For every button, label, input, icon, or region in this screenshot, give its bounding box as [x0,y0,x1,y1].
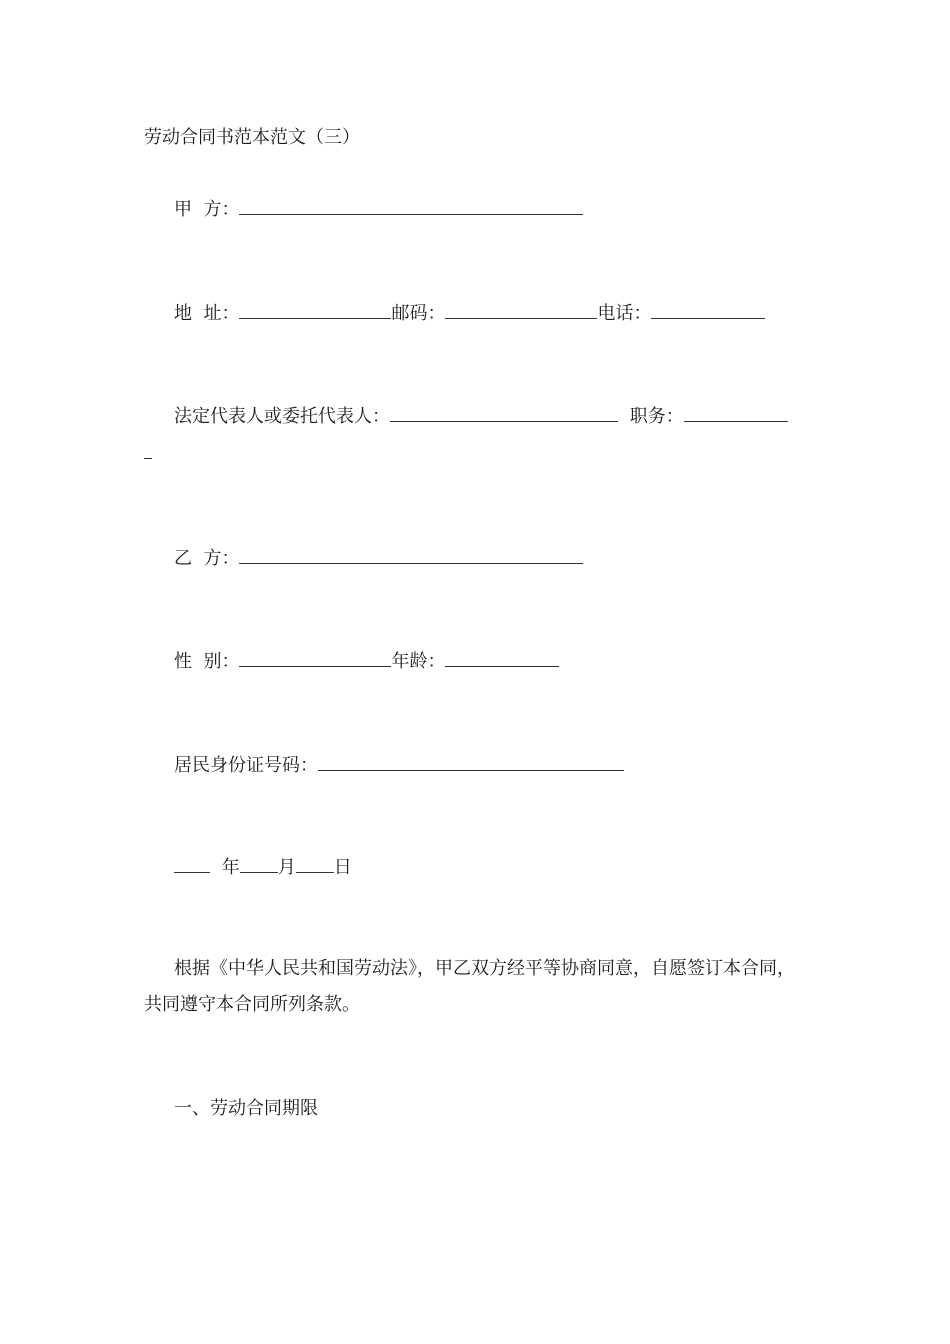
day-blank[interactable] [296,854,334,873]
id-number-label: 居民身份证号码： [174,755,318,776]
phone-blank[interactable] [651,300,765,319]
intro-paragraph: 根据《中华人民共和国劳动法》，甲乙双方经平等协商同意，自愿签订本合同，共同遵守本合同所列条款。 [144,958,795,1015]
gender-blank[interactable] [239,648,391,667]
position-label: 职务： [629,406,684,427]
year-blank[interactable] [174,854,210,873]
age-blank[interactable] [445,648,559,667]
party-b-blank[interactable] [239,545,583,564]
gender-label: 性 别： [174,651,240,672]
date-row [174,854,352,880]
position-blank-continuation [144,458,152,459]
party-a-label: 甲 方： [174,199,240,220]
address-row [174,300,765,326]
age-label: 年龄： [391,651,446,672]
month-label: 月 [277,857,296,878]
month-blank[interactable] [240,854,278,873]
gender-age-row [174,648,559,674]
postcode-blank[interactable] [445,300,597,319]
address-label: 地 址： [174,303,240,324]
party-b-label: 乙 方： [174,548,240,569]
postcode-label: 邮码： [391,303,446,324]
phone-label: 电话： [597,303,652,324]
party-a-row [174,196,583,222]
address-blank[interactable] [239,300,391,319]
id-number-row [174,752,624,778]
id-number-blank[interactable] [318,752,624,771]
party-b-row [174,545,583,571]
document-title: 劳动合同书范本范文（三） [144,127,360,148]
representative-row [174,403,788,429]
position-blank[interactable] [684,403,788,422]
section-1-heading: 一、劳动合同期限 [174,1098,318,1119]
representative-label: 法定代表人或委托代表人： [174,406,390,427]
day-label: 日 [333,857,352,878]
representative-blank[interactable] [390,403,618,422]
party-a-blank[interactable] [239,196,583,215]
year-label: 年 [221,857,240,878]
